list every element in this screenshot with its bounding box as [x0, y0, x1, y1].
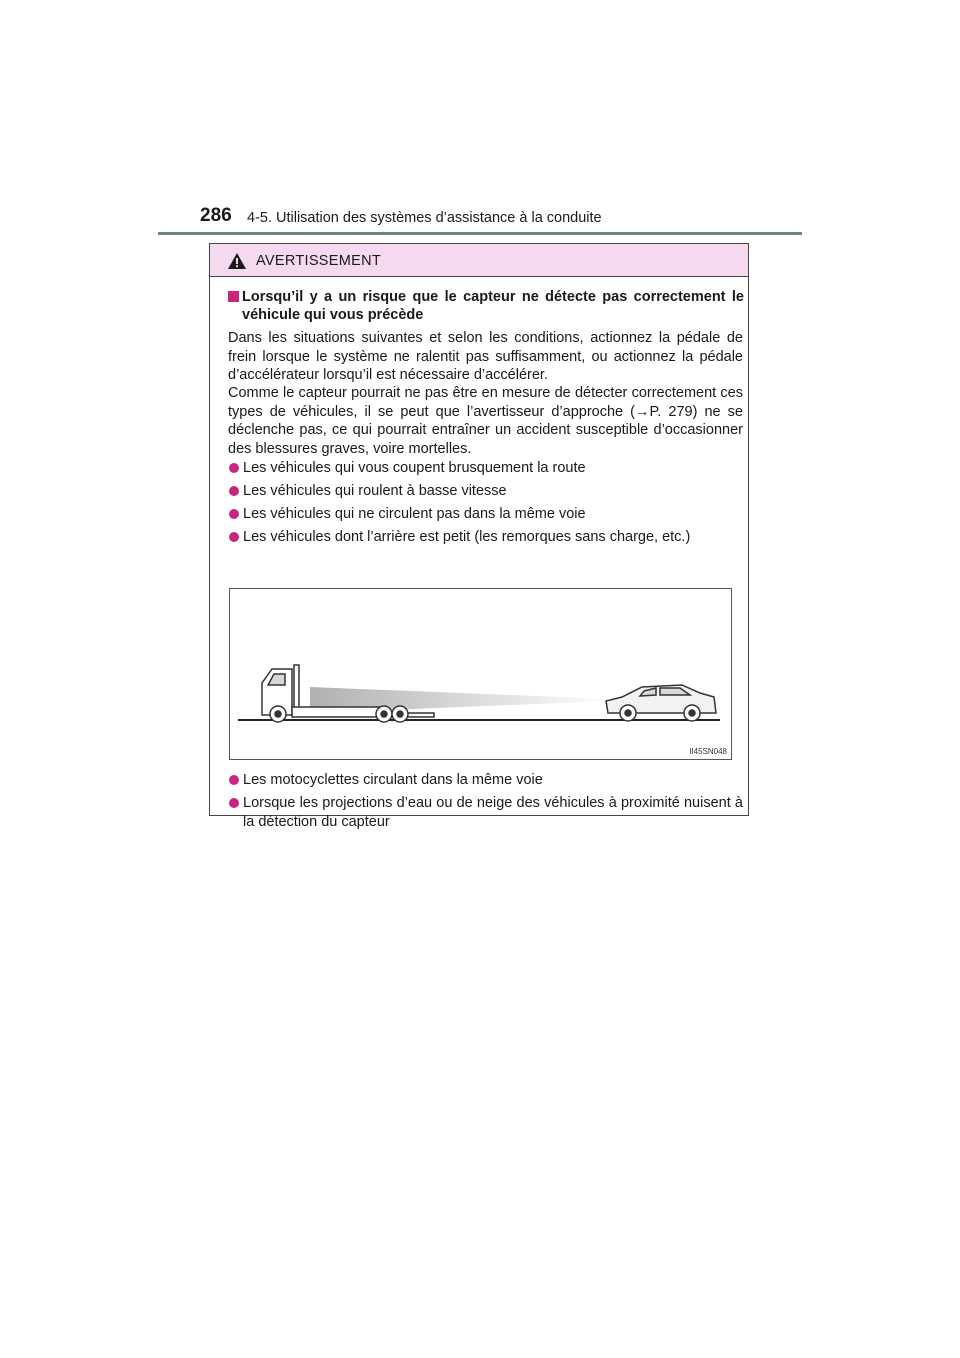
car-icon: [606, 685, 716, 721]
warning-title: AVERTISSEMENT: [256, 253, 382, 269]
bullet-dot-icon: [229, 509, 239, 519]
warning-header: [210, 244, 748, 277]
list-item-text: Les motocyclettes circulant dans la même voie: [243, 772, 543, 788]
page-header: [200, 203, 800, 233]
bullet-dot-icon: [229, 486, 239, 496]
list-item-text: Lorsque les projections d’eau ou de neige des véhicules à proximité nuisent à la détection du capteur: [243, 795, 743, 830]
list-item: [228, 794, 743, 831]
list-item: [228, 528, 743, 547]
list-item-text: Les véhicules dont l’arrière est petit (les remorques sans charge, etc.): [243, 529, 691, 545]
list-item-text: Les véhicules qui roulent à basse vitesse: [243, 483, 507, 499]
bullet-dot-icon: [229, 798, 239, 808]
warning-subheading: [228, 288, 744, 324]
warning-triangle-icon: [227, 252, 247, 270]
list-item: [228, 771, 743, 790]
section-title: 4-5. Utilisation des systèmes d’assistance à la conduite: [247, 210, 602, 226]
illustration-truck-and-car: [229, 588, 732, 760]
subheading-text: Lorsqu’il y a un risque que le capteur ne détecte pas correctement le véhicule qui vous précède: [242, 289, 744, 323]
list-item: [228, 505, 743, 524]
list-item-text: Les véhicules qui ne circulent pas dans la même voie: [243, 506, 586, 522]
list-item: [228, 459, 743, 478]
bullet-dot-icon: [229, 463, 239, 473]
list-item-text: Les véhicules qui vous coupent brusquement la route: [243, 460, 586, 476]
list-item: [228, 482, 743, 501]
page-number: 286: [200, 205, 232, 226]
warning-paragraph-1: Dans les situations suivantes et selon les conditions, actionnez la pédale de frein lorsque le système ne ralentit pas suffisamment, ou actionnez la pédale d’accélérateur lorsqu’il est nécessaire d’accélérer.: [228, 330, 743, 383]
warning-box: [209, 243, 749, 830]
illustration-code: II45SN048: [689, 747, 727, 756]
bullet-dot-icon: [229, 775, 239, 785]
warning-paragraph-2: Comme le capteur pourrait ne pas être en mesure de détecter correctement ces types de véhicules, il se peut que l’avertisseur d’approche (→P. 279) ne se déclenche pas, ce qui pourrait entraîner un accident susceptible d’occasionner des blessures graves, voire mortelles.: [228, 385, 743, 457]
bullet-dot-icon: [229, 532, 239, 542]
header-divider: [158, 232, 802, 235]
square-bullet-icon: [228, 291, 239, 302]
truck-car-drawing: [230, 589, 731, 759]
